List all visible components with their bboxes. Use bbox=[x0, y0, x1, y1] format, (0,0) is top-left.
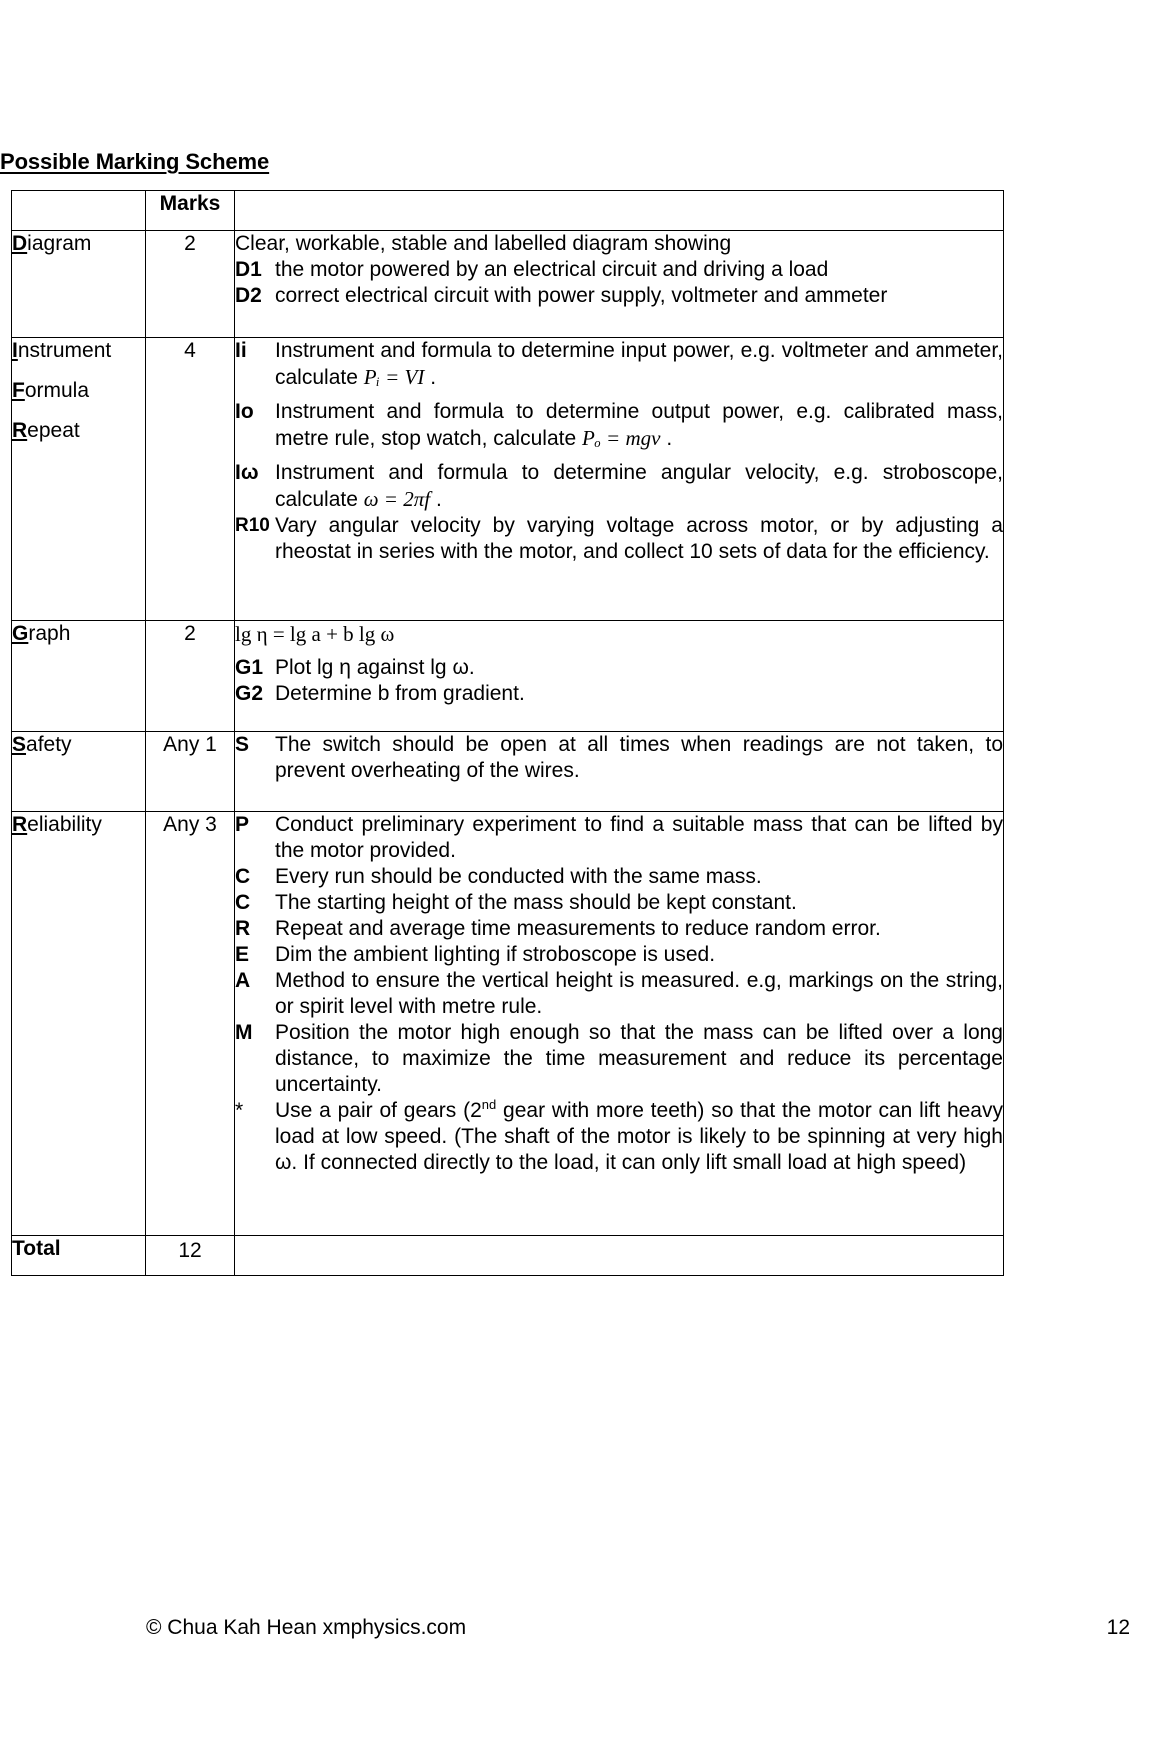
list-item: D1 the motor powered by an electrical circuit and driving a load bbox=[235, 258, 829, 281]
list-item: * Use a pair of gears (2nd gear with more teeth) so that the motor can lift heavy load at low speed. (The shaft of the motor is likely to be spinning at very high ω. If connected directly to the load, it can only lift small load at high speed) bbox=[235, 1097, 1003, 1174]
formula: ω = 2πf bbox=[363, 487, 431, 511]
marks-cell: Any 3 bbox=[146, 812, 235, 1236]
list-item: E Dim the ambient lighting if stroboscope is used. bbox=[235, 943, 716, 966]
marks-cell: Any 1 bbox=[146, 732, 235, 812]
page-title: Possible Marking Scheme bbox=[0, 149, 270, 174]
list-item: Io Instrument and formula to determine output power, e.g. calibrated mass, metre rule, stop watch, calculate Pₒ = mgv . bbox=[235, 400, 1003, 450]
description-cell bbox=[235, 812, 1004, 1236]
list-item: M Position the motor high enough so that the mass can be lifted over a long distance, to maximize the time measurement and reduce its percentage uncertainty. bbox=[235, 1021, 1003, 1096]
description-cell bbox=[235, 338, 1004, 621]
formula: Pᵢ = VI bbox=[363, 365, 425, 389]
intro-text: Clear, workable, stable and labelled diagram showing bbox=[235, 232, 732, 255]
list-item: R10 Vary angular velocity by varying voltage across motor, or by adjusting a rheostat in series with the motor, and collect 10 sets of data for the efficiency. bbox=[235, 514, 1003, 563]
criterion-label: Reliability bbox=[12, 813, 102, 836]
table-row-diagram bbox=[12, 231, 1004, 338]
header-criterion bbox=[12, 191, 146, 231]
description-cell bbox=[235, 231, 1004, 338]
total-description bbox=[235, 1236, 1004, 1276]
marks-cell: 2 bbox=[146, 621, 235, 732]
header-row bbox=[12, 191, 1004, 231]
marking-scheme-table bbox=[11, 190, 1004, 1276]
criterion-cell bbox=[12, 732, 146, 812]
list-item: D2 correct electrical circuit with power supply, voltmeter and ammeter bbox=[235, 284, 888, 307]
table-row-reliability bbox=[12, 812, 1004, 1236]
criterion-cell bbox=[12, 621, 146, 732]
criterion-label: Instrument bbox=[12, 339, 112, 362]
graph-equation: lg η = lg a + b lg ω bbox=[235, 622, 395, 646]
list-item: Iω Instrument and formula to determine angular velocity, e.g. stroboscope, calculate ω = 2πf . bbox=[235, 461, 1003, 511]
list-item: C The starting height of the mass should be kept constant. bbox=[235, 891, 797, 914]
criterion-cell bbox=[12, 338, 146, 621]
table-row-instrument bbox=[12, 338, 1004, 621]
criterion-cell bbox=[12, 231, 146, 338]
total-label: Total bbox=[12, 1236, 146, 1276]
criterion-cell bbox=[12, 812, 146, 1236]
total-marks: 12 bbox=[146, 1236, 235, 1276]
list-item: Ii Instrument and formula to determine input power, e.g. voltmeter and ammeter, calculate Pᵢ = VI . bbox=[235, 339, 1003, 389]
footer-copyright: © Chua Kah Hean xmphysics.com bbox=[146, 1616, 467, 1639]
criterion-label: Repeat bbox=[12, 419, 80, 442]
table-row-graph bbox=[12, 621, 1004, 732]
marks-cell: 4 bbox=[146, 338, 235, 621]
list-item: S The switch should be open at all times when readings are not taken, to prevent overheating of the wires. bbox=[235, 733, 1003, 782]
criterion-label: Graph bbox=[12, 622, 71, 645]
table-row-total bbox=[12, 1236, 1004, 1276]
table-row-safety bbox=[12, 732, 1004, 812]
header-description bbox=[235, 191, 1004, 231]
list-item: A Method to ensure the vertical height is measured. e.g, markings on the string, or spirit level with metre rule. bbox=[235, 969, 1003, 1018]
list-item: R Repeat and average time measurements to reduce random error. bbox=[235, 917, 881, 940]
marks-cell: 2 bbox=[146, 231, 235, 338]
list-item: C Every run should be conducted with the same mass. bbox=[235, 865, 762, 888]
criterion-label: Diagram bbox=[12, 232, 92, 255]
list-item: P Conduct preliminary experiment to find a suitable mass that can be lifted by the motor provided. bbox=[235, 813, 1003, 862]
description-cell bbox=[235, 621, 1004, 732]
formula: Pₒ = mgv bbox=[581, 426, 661, 450]
list-item: G2 Determine b from gradient. bbox=[235, 682, 525, 705]
criterion-label: Formula bbox=[12, 379, 90, 402]
criterion-label: Safety bbox=[12, 733, 72, 756]
page-number: 12 bbox=[1106, 1616, 1130, 1639]
description-cell bbox=[235, 732, 1004, 812]
list-item: G1 Plot lg η against lg ω. bbox=[235, 656, 475, 679]
header-marks: Marks bbox=[146, 191, 235, 231]
